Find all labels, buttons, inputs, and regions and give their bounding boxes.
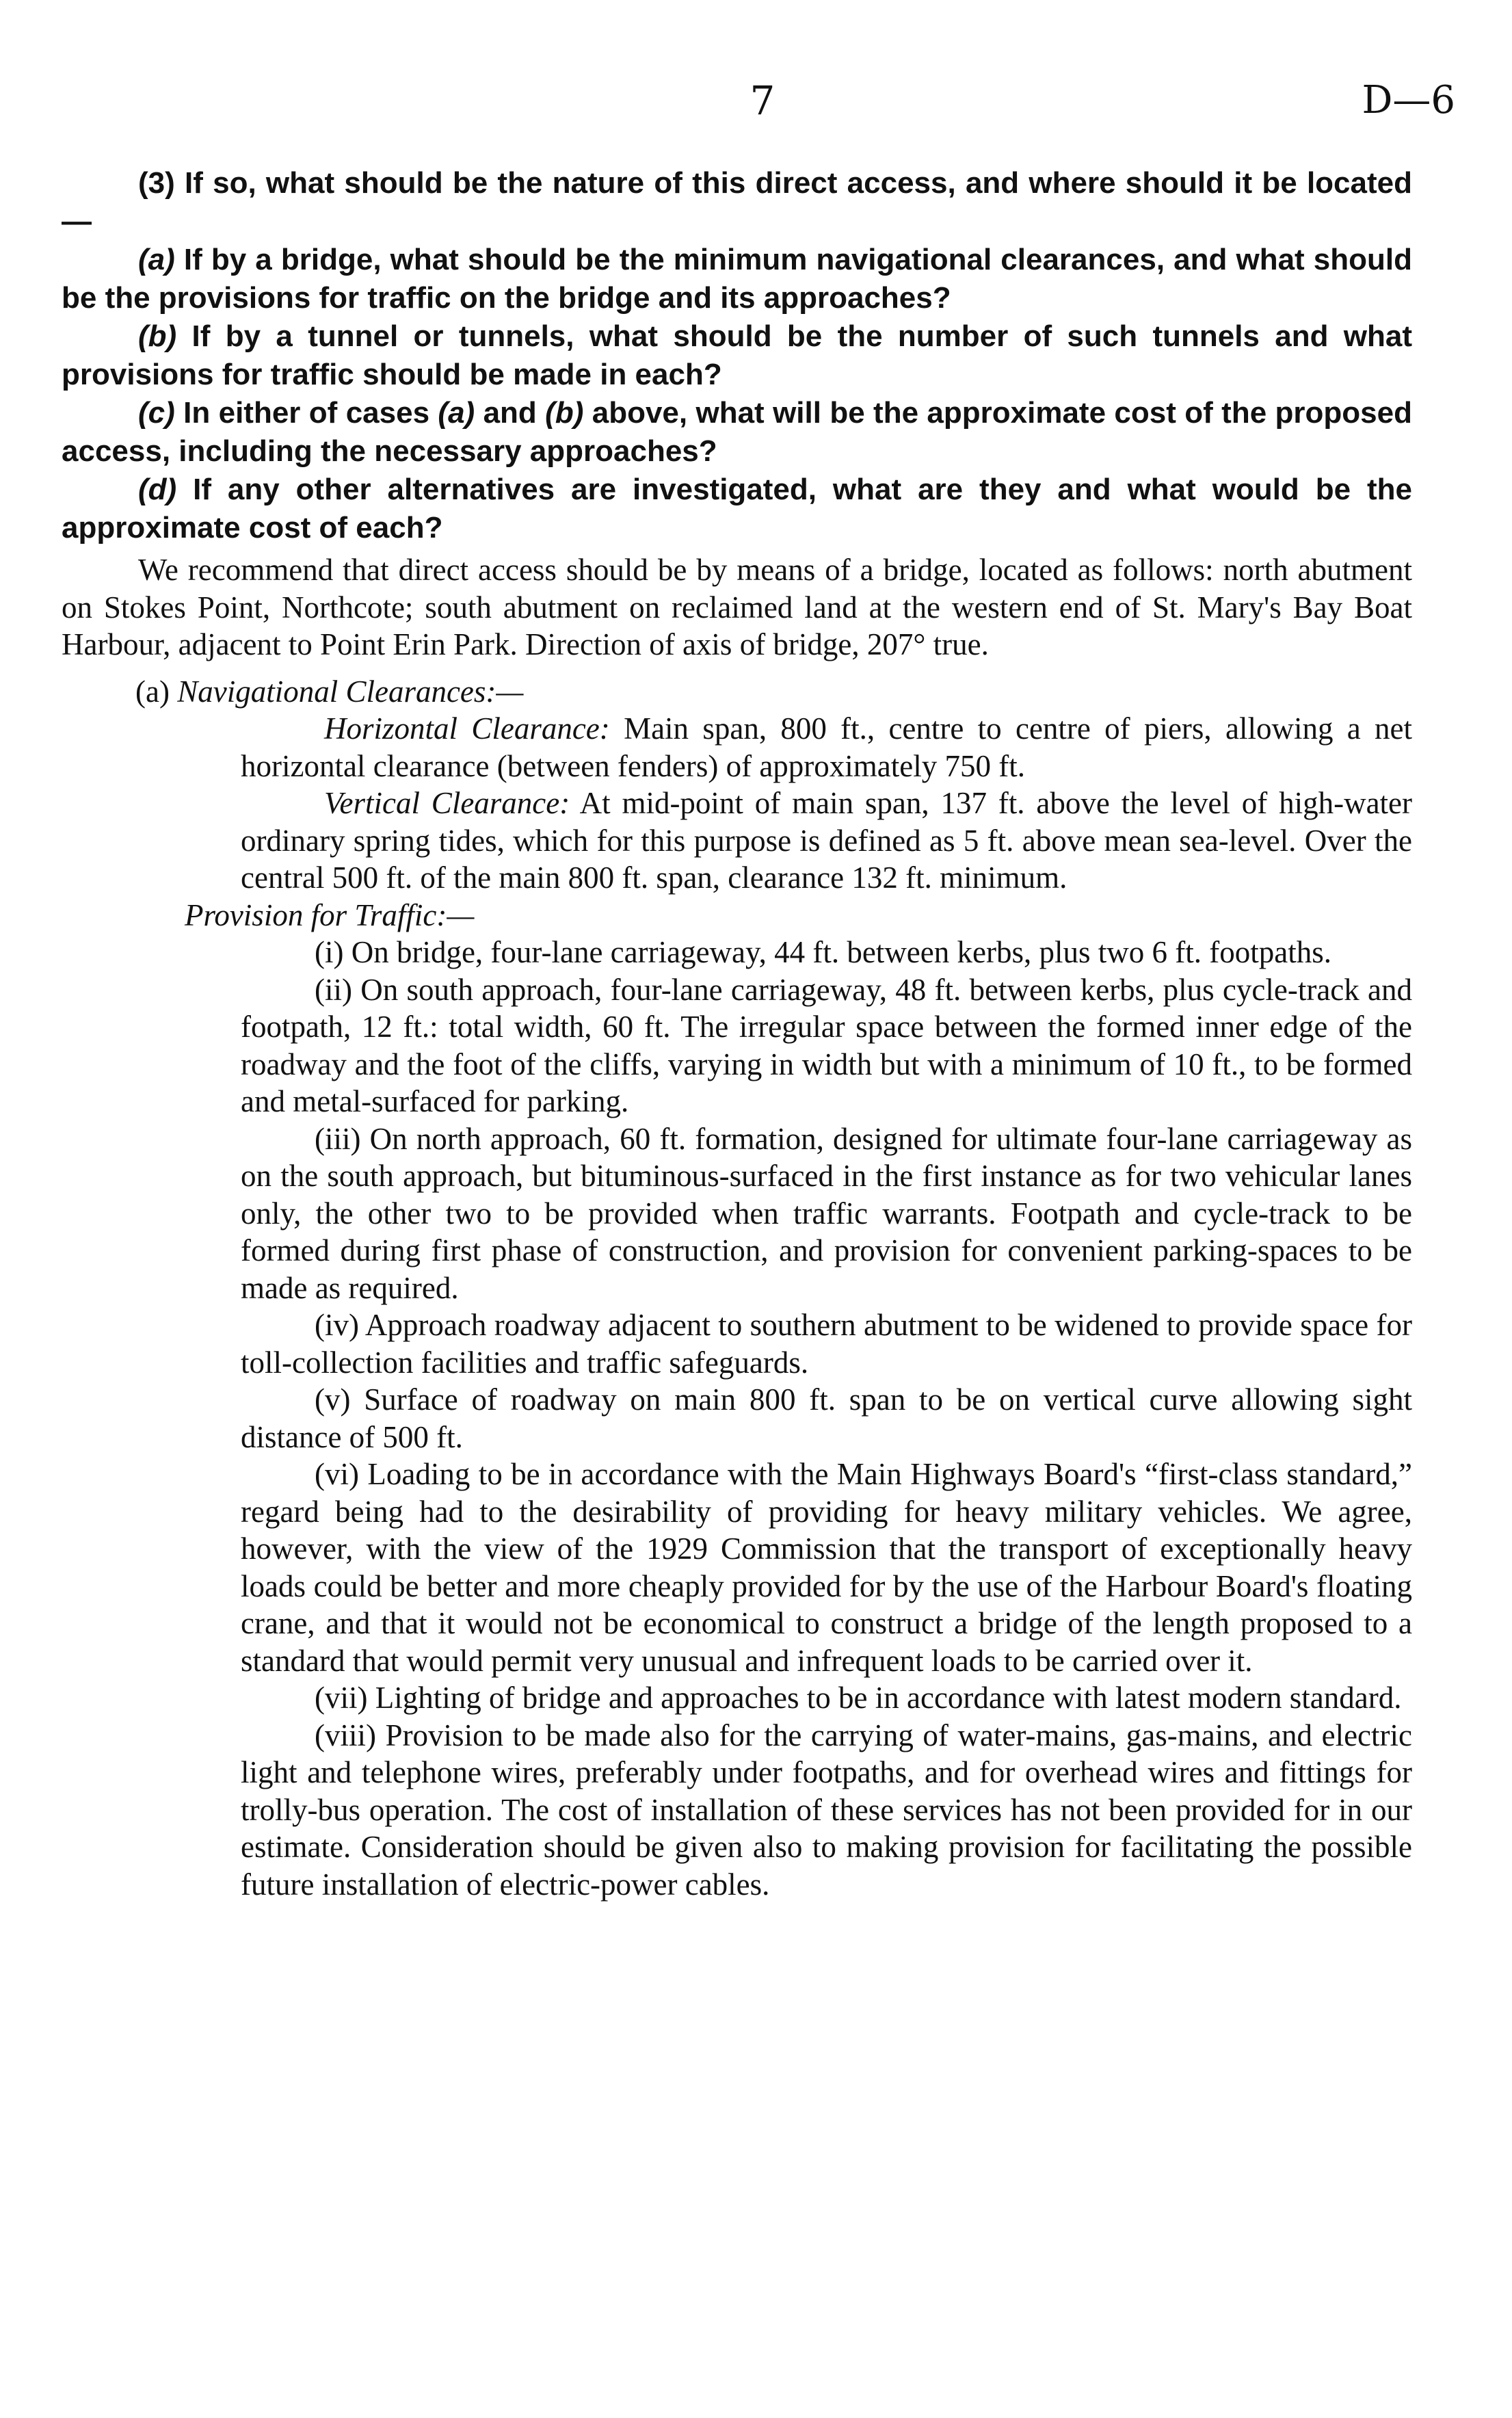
question-3b-label: (b) (138, 319, 177, 353)
question-3c-text-1: In either of cases (174, 396, 438, 430)
page-number: 7 (750, 77, 775, 124)
question-3d (62, 471, 1412, 547)
provision-for-traffic-heading: Provision for Traffic:— (185, 897, 475, 932)
question-3c-text-3: above, what will be the approximate cost of the proposed access, including the necessary approaches? (62, 396, 1412, 468)
question-3d-text: If any other alternatives are investigated, what are they and what would be the approximate cost of each? (62, 473, 1412, 544)
vertical-clearance-text: At mid-point of main span, 137 ft. above the level of high-water ordinary spring tides, which for this purpose is defined as 5 ft. above mean sea-level. Over the central 500 ft. of the main 800 ft. span, clearance 132 ft. minimum. (241, 786, 1413, 895)
question-3d-label: (d) (138, 473, 177, 506)
horizontal-clearance-label: Horizontal Clearance: (324, 711, 610, 746)
question-3c-ref-b: (b) (545, 396, 584, 430)
question-3b (62, 317, 1412, 394)
page-code: D—6 (1362, 78, 1455, 122)
provision-item: (vii) Lighting of bridge and approaches to be in accordance with latest modern standard. (315, 1681, 1402, 1715)
navigational-clearances-title: Navigational Clearances:— (177, 674, 524, 709)
provision-item: (v) Surface of roadway on main 800 ft. span to be on vertical curve allowing sight distance of 500 ft. (241, 1382, 1412, 1454)
provisions-list (62, 934, 1412, 1903)
answer-section (62, 551, 1412, 1903)
question-3c (62, 394, 1412, 471)
question-3c-label: (c) (138, 396, 175, 430)
provision-item: (iv) Approach roadway adjacent to southern abutment to be widened to provide space for toll-collection facilities and traffic safeguards. (241, 1308, 1412, 1380)
clearances-block (62, 710, 1412, 897)
provision-item: (iii) On north approach, 60 ft. formation, designed for ultimate four-lane carriageway as on the south approach, but bituminous-surfaced in the first instance as for two vehicular lanes only, the other two to be provided when traffic warrants. Footpath and cycle-track to be formed during first phase of construction, and provision for convenient parking-spaces to be made as required. (241, 1121, 1412, 1305)
provision-item: (viii) Provision to be made also for the carrying of water-mains, gas-mains, and electric light and telephone wires, preferably under footpaths, and for overhead wires and fittings for trolly-bus operation. The cost of installation of these services has not been provided for in our estimate. Consideration should be given also to making provision for facilitating the possible future installation of electric-power cables. (241, 1718, 1412, 1902)
questions-section (62, 164, 1412, 547)
question-3: (3) If so, what should be the nature of this direct access, and where should it be located— (62, 166, 1412, 238)
recommendation-paragraph: We recommend that direct access should be by means of a bridge, located as follows: north abutment on Stokes Point, Northcote; south abutment on reclaimed land at the western end of St. Mary's Bay Boat Harbour, adjacent to Point Erin Park. Direction of axis of bridge, 207° true. (62, 553, 1412, 661)
question-3a (62, 241, 1412, 317)
horizontal-clearance-text: Main span, 800 ft., centre to centre of piers, allowing a net horizontal clearance (between fenders) of approximately 750 ft. (241, 711, 1412, 783)
provision-item: (vi) Loading to be in accordance with the Main Highways Board's “first-class standard,” regard being had to the desirability of providing for heavy military vehicles. We agree, however, with the view of the 1929 Commission that the transport of exceptionally heavy loads could be better and more cheaply provided for by the use of the Harbour Board's floating crane, and that it would not be economical to construct a bridge of the length proposed to a standard that would permit very unusual and infrequent loads to be carried over it. (241, 1457, 1412, 1678)
vertical-clearance-label: Vertical Clearance: (324, 786, 570, 820)
provision-item: (i) On bridge, four-lane carriageway, 44 ft. between kerbs, plus two 6 ft. footpaths. (315, 935, 1331, 969)
question-3a-label: (a) (138, 243, 175, 276)
provision-item: (ii) On south approach, four-lane carriageway, 48 ft. between kerbs, plus cycle-track and footpath, 12 ft.: total width, 60 ft. The irregular space between the formed inner edge of the roadway and the foot of the cliffs, varying in width but with a minimum of 10 ft., to be formed and metal-surfaced for parking. (241, 972, 1412, 1118)
question-3a-text: If by a bridge, what should be the minimum navigational clearances, and what should be the provisions for traffic on the bridge and its approaches? (62, 243, 1412, 315)
question-3c-text-2: and (475, 396, 546, 430)
vertical-clearance (241, 785, 1412, 897)
navigational-clearances-heading (62, 673, 1412, 711)
horizontal-clearance (241, 710, 1412, 785)
question-3b-text: If by a tunnel or tunnels, what should be the number of such tunnels and what provisions for traffic should be made in each? (62, 319, 1412, 391)
navigational-clearances-label: (a) (135, 674, 170, 709)
question-3c-ref-a: (a) (438, 396, 475, 430)
